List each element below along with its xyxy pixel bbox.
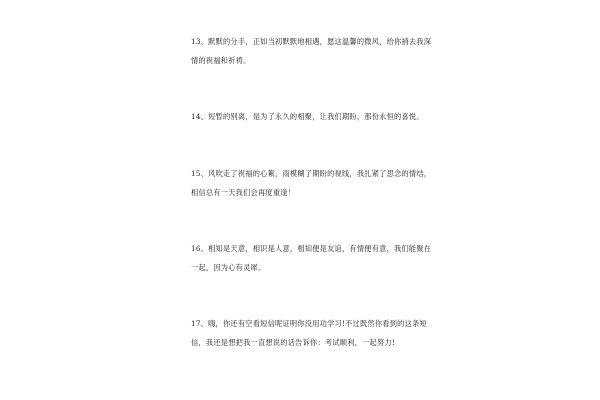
item-16-line-1: 16、相知是天意，相识是人意，相知便是友谊，有情便有意，我们能聚在 <box>191 244 432 253</box>
item-17-line-2: 信，我还是想把我一直想说的话告诉你：考试顺利，一起努力! <box>191 338 395 347</box>
item-13-line-1: 13、默默的分手，正如当初默默地相遇，愿这温馨的微风，给你捎去我深 <box>191 37 432 46</box>
item-17-line-1: 17、嗨，你还有空看短信呢证明你没用功学习!不过既然你看到的这条短 <box>191 319 427 328</box>
item-15-line-2: 相信总有一天我们会再度重逢！ <box>191 188 296 197</box>
text-item-15 <box>191 164 432 202</box>
text-item-13 <box>191 32 432 70</box>
item-14-line-1: 14、短暂的别离，是为了永久的相聚，让我们期盼，那份永恒的喜悦。 <box>191 112 424 121</box>
text-item-16 <box>191 239 432 277</box>
text-item-14 <box>191 107 424 126</box>
item-13-line-2: 情的祝福和祈祷。 <box>191 56 251 65</box>
item-16-line-2: 一起，因为心有灵犀。 <box>191 263 266 272</box>
item-15-line-1: 15、风吹走了祝福的心絮，雨模糊了期盼的视线，我扎紧了思念的情结， <box>191 169 432 178</box>
text-item-17 <box>191 314 427 352</box>
